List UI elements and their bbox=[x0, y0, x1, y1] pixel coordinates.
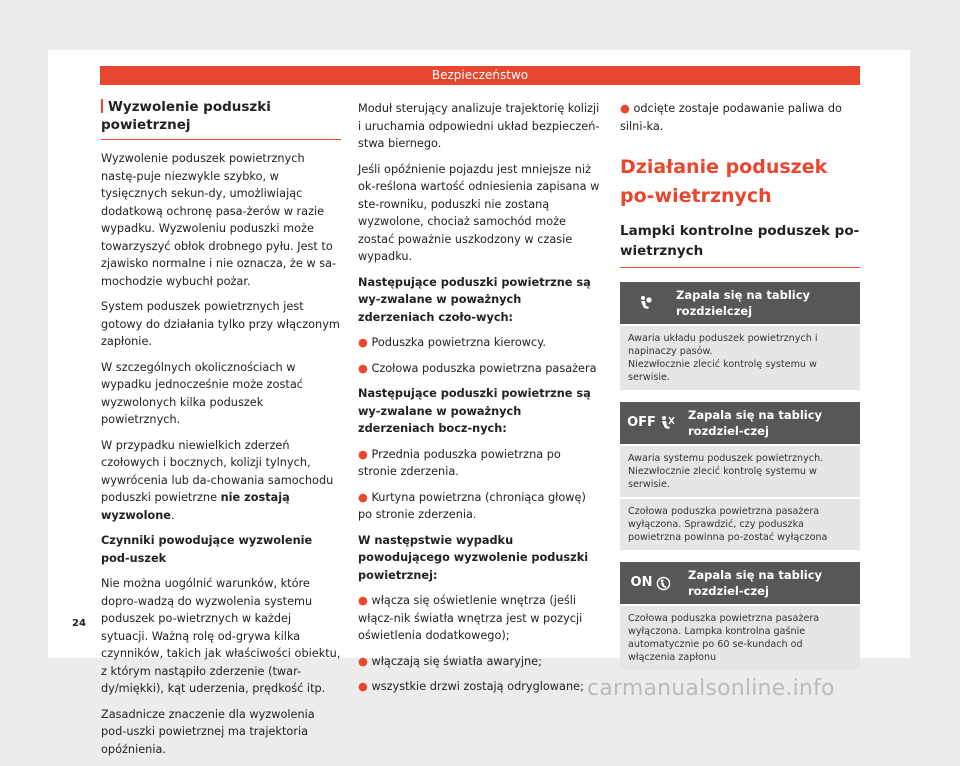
list-item-text: Czołowa poduszka powietrzna pasażera bbox=[371, 361, 597, 375]
bullet-icon: ● bbox=[358, 490, 372, 504]
warning-lamp-description: Czołowa poduszka powietrzna pasażera wyłączona. Lampka kontrolna gaśnie automatycznie po 60 se-kundach od włączenia zapłonu bbox=[620, 606, 860, 670]
paragraph: Nie można uogólnić warunków, które dopro-wadzą do wyzwolenia systemu poduszek po-wietrznych w każdej sytuacji. Ważną rolę od-grywa kilka czynników, takich jak właściwości obiektu, z którym nastąpiło zderzenie (twar-dy/miękki), kąt uderzenia, prędkość itp. bbox=[101, 577, 341, 695]
bullet-icon: ● bbox=[358, 447, 372, 461]
list-item-text: wszystkie drzwi zostają odryglowane; bbox=[371, 680, 584, 693]
paragraph: System poduszek powietrznych jest gotowy do działania tylko przy włączonym zapłonie. bbox=[101, 300, 340, 348]
paragraph: W szczególnych okolicznościach w wypadku jednocześnie może zostać wyzwolonych kilka poduszek powietrznych. bbox=[101, 360, 303, 426]
list-item bbox=[358, 678, 601, 696]
list-item-text: Poduszka powietrzna kierowcy. bbox=[371, 336, 546, 349]
subheading: Następujące poduszki powietrzne są wy-zwalane w poważnych zderzeniach bocz-nych: bbox=[358, 387, 591, 435]
lamp-label: ON bbox=[630, 575, 653, 590]
lamp-label: OFF bbox=[627, 415, 656, 430]
page-number: 24 bbox=[72, 618, 86, 629]
list-item bbox=[358, 446, 601, 481]
list-item bbox=[620, 100, 860, 135]
bullet-icon: ● bbox=[358, 361, 372, 375]
warning-lamp-header bbox=[620, 282, 860, 324]
list-item-text: odcięte zostaje podawanie paliwa do silni-ka. bbox=[620, 102, 842, 133]
list-item bbox=[358, 489, 601, 524]
passenger-airbag-on-icon bbox=[620, 575, 682, 591]
list-item bbox=[358, 360, 601, 378]
emphasis-text: nie zostają wyzwolone bbox=[101, 491, 290, 522]
warning-lamp-title: Zapala się na tablicy rozdziel-czej bbox=[688, 568, 823, 598]
airbag-warning-icon bbox=[620, 295, 670, 311]
bullet-icon: ● bbox=[358, 336, 372, 349]
paragraph-text: W przypadku niewielkich zderzeń czołowych i bocznych, kolizji tylnych, wywrócenia lub da-chowania samochodu poduszki powietrzne bbox=[101, 438, 334, 504]
section-header: Bezpieczeństwo bbox=[100, 66, 860, 85]
list-item-text: włącza się oświetlenie wnętrza (jeśli włącz-nik światła wnętrza jest w pozycji oświetlenia dodatkowego); bbox=[358, 594, 583, 642]
warning-lamp-description: Czołowa poduszka powietrzna pasażera wyłączona. Sprawdzić, czy poduszka powietrzna powinna po-zostać wyłączona bbox=[620, 499, 860, 550]
paragraph: Wyzwolenie poduszek powietrznych nastę-puje niezwykle szybko, w tysięcznych sekun-dy, umożliwiając dodatkową ochronę pasa-żerów w razie wypadku. Wyzwoleniu poduszki może towarzyszyć obłok drobnego pyłu. Jest to zjawisko normalne i nie oznacza, że w sa-mochodzie wybuchł pożar. bbox=[101, 152, 337, 288]
list-item bbox=[358, 334, 601, 352]
bullet-icon: ● bbox=[620, 102, 634, 115]
bullet-icon: ● bbox=[358, 654, 372, 668]
passenger-airbag-off-icon bbox=[620, 415, 682, 431]
watermark: carmanualsonline.info bbox=[587, 676, 835, 701]
list-item bbox=[358, 592, 601, 645]
paragraph bbox=[101, 437, 341, 525]
warning-lamp-title: Zapala się na tablicy rozdzielczej bbox=[676, 288, 811, 318]
bullet-icon: ● bbox=[358, 594, 372, 607]
paragraph: Moduł sterujący analizuje trajektorię kolizji i uruchamia odpowiedni układ bezpieczeń-stwa biernego. bbox=[358, 102, 600, 150]
paragraph: Zasadnicze znaczenie dla wyzwolenia pod-uszki powietrznej ma trajektoria opóźnienia. bbox=[101, 707, 315, 756]
warning-lamp-description: Awaria systemu poduszek powietrznych. Niezwłocznie zlecić kontrolę systemu w serwisie. bbox=[620, 446, 860, 497]
section-title: Wyzwolenie poduszki powietrznej bbox=[101, 98, 341, 140]
list-item-text: Przednia poduszka powietrzna po stronie zderzenia. bbox=[358, 447, 561, 478]
warning-lamp-description: Awaria układu poduszek powietrznych i napinaczy pasów. Niezwłocznie zlecić kontrolę systemu w serwisie. bbox=[620, 326, 860, 390]
list-item-text: włączają się światła awaryjne; bbox=[371, 654, 542, 668]
paragraph-end: . bbox=[170, 508, 175, 522]
warning-lamp-block bbox=[620, 402, 860, 550]
warning-lamp-header bbox=[620, 562, 860, 604]
subheading: Następujące poduszki powietrzne są wy-zwalane w poważnych zderzeniach czoło-wych: bbox=[358, 275, 591, 324]
warning-lamp-title: Zapala się na tablicy rozdziel-czej bbox=[688, 408, 823, 438]
warning-lamp-header bbox=[620, 402, 860, 444]
chapter-title: Działanie poduszek po-wietrznych bbox=[620, 156, 828, 207]
list-item-text: Kurtyna powietrzna (chroniąca głowę) po stronie zderzenia. bbox=[358, 490, 586, 521]
paragraph: Jeśli opóźnienie pojazdu jest mniejsze niż ok-reślona wartość odniesienia zapisana w ste-rowniku, poduszki nie zostaną wyzwolone, chociaż samochód może zostać poważnie uszkodzony w czasie wypadku. bbox=[358, 162, 600, 263]
column-left bbox=[101, 98, 341, 766]
list-item bbox=[358, 653, 601, 671]
subheading: W następstwie wypadku powodującego wyzwolenie poduszki powietrznej: bbox=[358, 533, 589, 582]
warning-lamp-block bbox=[620, 562, 860, 670]
column-right bbox=[620, 100, 860, 682]
warning-lamp-block bbox=[620, 282, 860, 390]
column-middle bbox=[358, 100, 601, 704]
subheading: Czynniki powodujące wyzwolenie pod-uszek bbox=[101, 534, 313, 565]
bullet-icon: ● bbox=[358, 680, 372, 693]
section-title: Lampki kontrolne poduszek po-wietrznych bbox=[620, 221, 860, 268]
